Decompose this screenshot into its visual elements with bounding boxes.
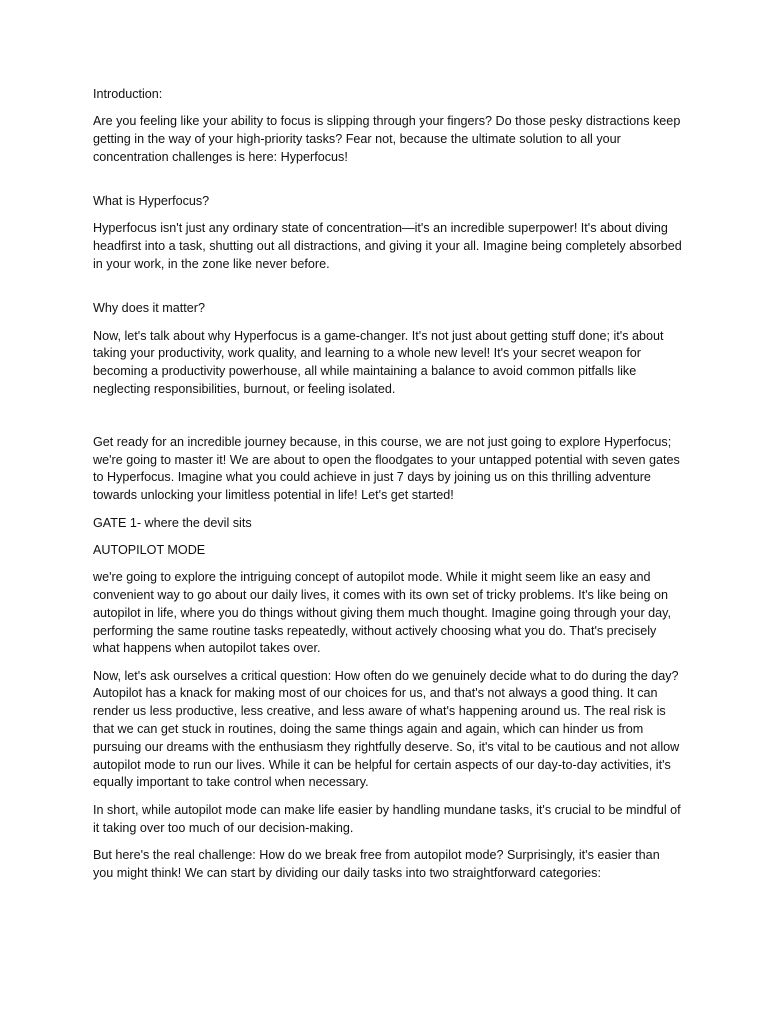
paragraph-what-is-hyperfocus: Hyperfocus isn't just any ordinary state of concentration—it's an incredible superpower! It's about diving headfirst into a task, shutting out all distractions, and giving it your all. Imagine being completely absorbed in your work, in the zone like never before. — [93, 221, 682, 272]
paragraph-intro: Are you feeling like your ability to focus is slipping through your fingers? Do those pesky distractions keep getting in the way of your high-priority tasks? Fear not, because the ultimate solution to all your concentration challenges is here: Hyperfocus! — [93, 114, 681, 164]
heading-gate-1: GATE 1- where the devil sits — [93, 515, 252, 530]
heading-introduction: Introduction: — [93, 87, 163, 101]
document-body — [93, 86, 683, 892]
paragraph-autopilot-intro: we're going to explore the intriguing concept of autopilot mode. While it might seem like an easy and convenient way to go about our daily lives, it comes with its own set of tricky problems. It's like being on autopilot in life, where you do things without giving them much thought. Imagine going through your day, performing the same routine tasks repeatedly, without actively choosing what you do. That's precisely what happens when autopilot takes over. — [93, 570, 672, 656]
paragraph-course-journey: Get ready for an incredible journey because, in this course, we are not just going to explore Hyperfocus; we're going to master it! We are about to open the floodgates to your untapped potential with seven gates to Hyperfocus. Imagine what you could achieve in just 7 days by joining us on this thrilling adventure towards unlocking your limitless potential in life! Let's get started! — [93, 434, 680, 503]
heading-autopilot-mode: AUTOPILOT MODE — [93, 542, 206, 557]
paragraph-critical-question: Now, let's ask ourselves a critical question: How often do we genuinely decide what to do during the day? Autopilot has a knack for making most of our choices for us, and that's not always a good thing. It can render us less productive, less creative, and less aware of what's happening around us. The real risk is that we can get stuck in routines, doing the same things again and again, which can hinder us from pursuing our dreams with the enthusiasm they rightfully deserve. So, it's vital to be cautious and not allow autopilot mode to run our lives. While it can be helpful for certain aspects of our day-to-day activities, it's equally important to take control when necessary. — [93, 668, 680, 790]
heading-what-is-hyperfocus: What is Hyperfocus? — [93, 194, 210, 209]
paragraph-real-challenge: But here's the real challenge: How do we break free from autopilot mode? Surprisingly, it's easier than you might think! We can start by dividing our daily tasks into two straightforward categories: — [93, 847, 660, 880]
heading-why-does-it-matter: Why does it matter? — [93, 301, 205, 316]
paragraph-why-does-it-matter: Now, let's talk about why Hyperfocus is a game-changer. It's not just about getting stuff done; it's about taking your productivity, work quality, and learning to a whole new level! It's your secret weapon for becoming a productivity powerhouse, all while maintaining a balance to avoid common pitfalls like neglecting responsibilities, burnout, or feeling isolated. — [93, 328, 664, 397]
paragraph-in-short: In short, while autopilot mode can make life easier by handling mundane tasks, it's crucial to be mindful of it taking over too much of our decision-making. — [93, 802, 681, 835]
